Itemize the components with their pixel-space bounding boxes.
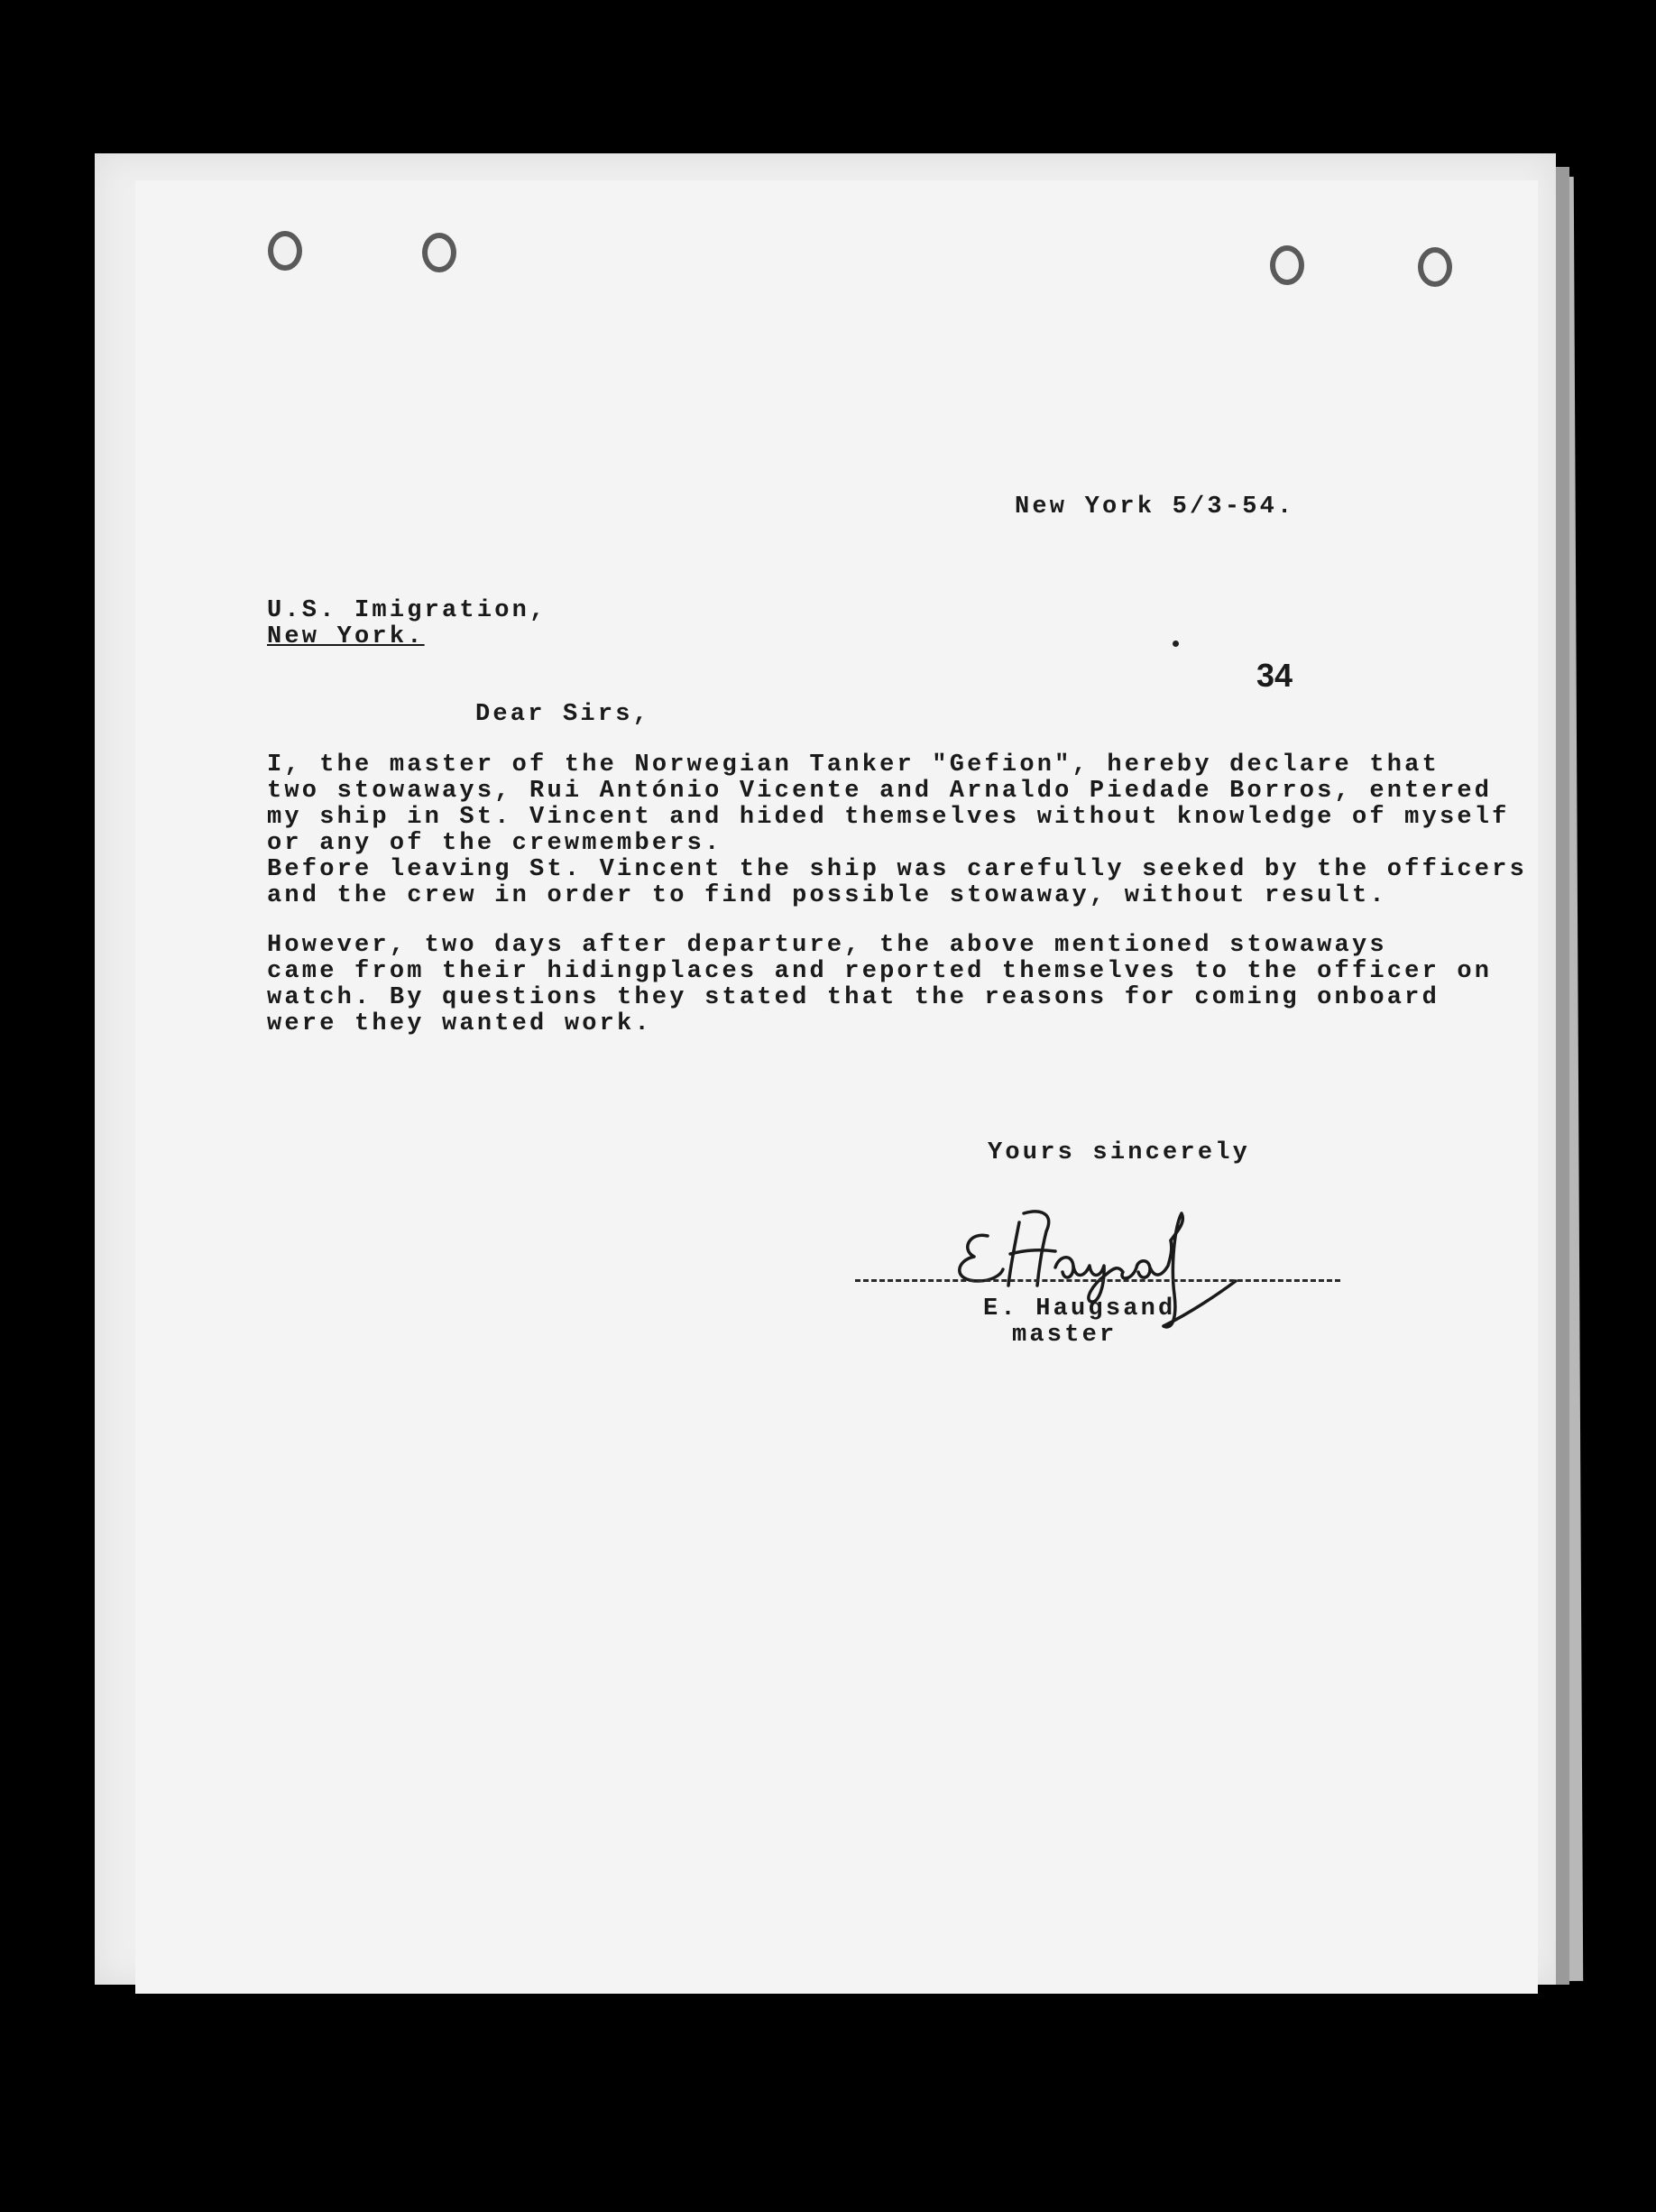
punch-hole-icon: [268, 231, 302, 271]
recipient-line-2: New York.: [267, 623, 425, 650]
body-paragraph-2: However, two days after departure, the above mentioned stowaways came from their hidingplaces and reported themselves to the officer on watch. By questions they stated that the reasons for coming onboard were they wanted work.: [267, 932, 1493, 1037]
body-paragraph-1: I, the master of the Norwegian Tanker "Gefion", hereby declare that two stowaways, Rui António Vicente and Arnaldo Piedade Borros, entered my ship in St. Vincent and hided themselves without knowledge of myself or any of the crewmembers. Before leaving St. Vincent the ship was carefully seeked by the officers and the crew in order to find possible stowaway, without result.: [267, 751, 1527, 909]
letter-date: New York 5/3-54.: [1015, 493, 1295, 521]
signer-name: E. Haugsand: [983, 1295, 1176, 1323]
ink-dot: [1173, 641, 1179, 647]
punch-hole-icon: [422, 233, 456, 272]
letter-page: [95, 153, 1556, 1985]
salutation: Dear Sirs,: [475, 701, 651, 728]
handwritten-signature: [938, 1195, 1317, 1349]
signature-line: [855, 1279, 1340, 1282]
punch-hole-icon: [1418, 247, 1452, 287]
closing: Yours sincerely: [988, 1139, 1251, 1166]
page-number: 34: [1256, 657, 1293, 694]
signer-title: master: [1012, 1322, 1118, 1349]
punch-hole-icon: [1270, 245, 1304, 285]
recipient-line-1: U.S. Imigration,: [267, 597, 547, 624]
letter-surface: [135, 180, 1538, 1994]
